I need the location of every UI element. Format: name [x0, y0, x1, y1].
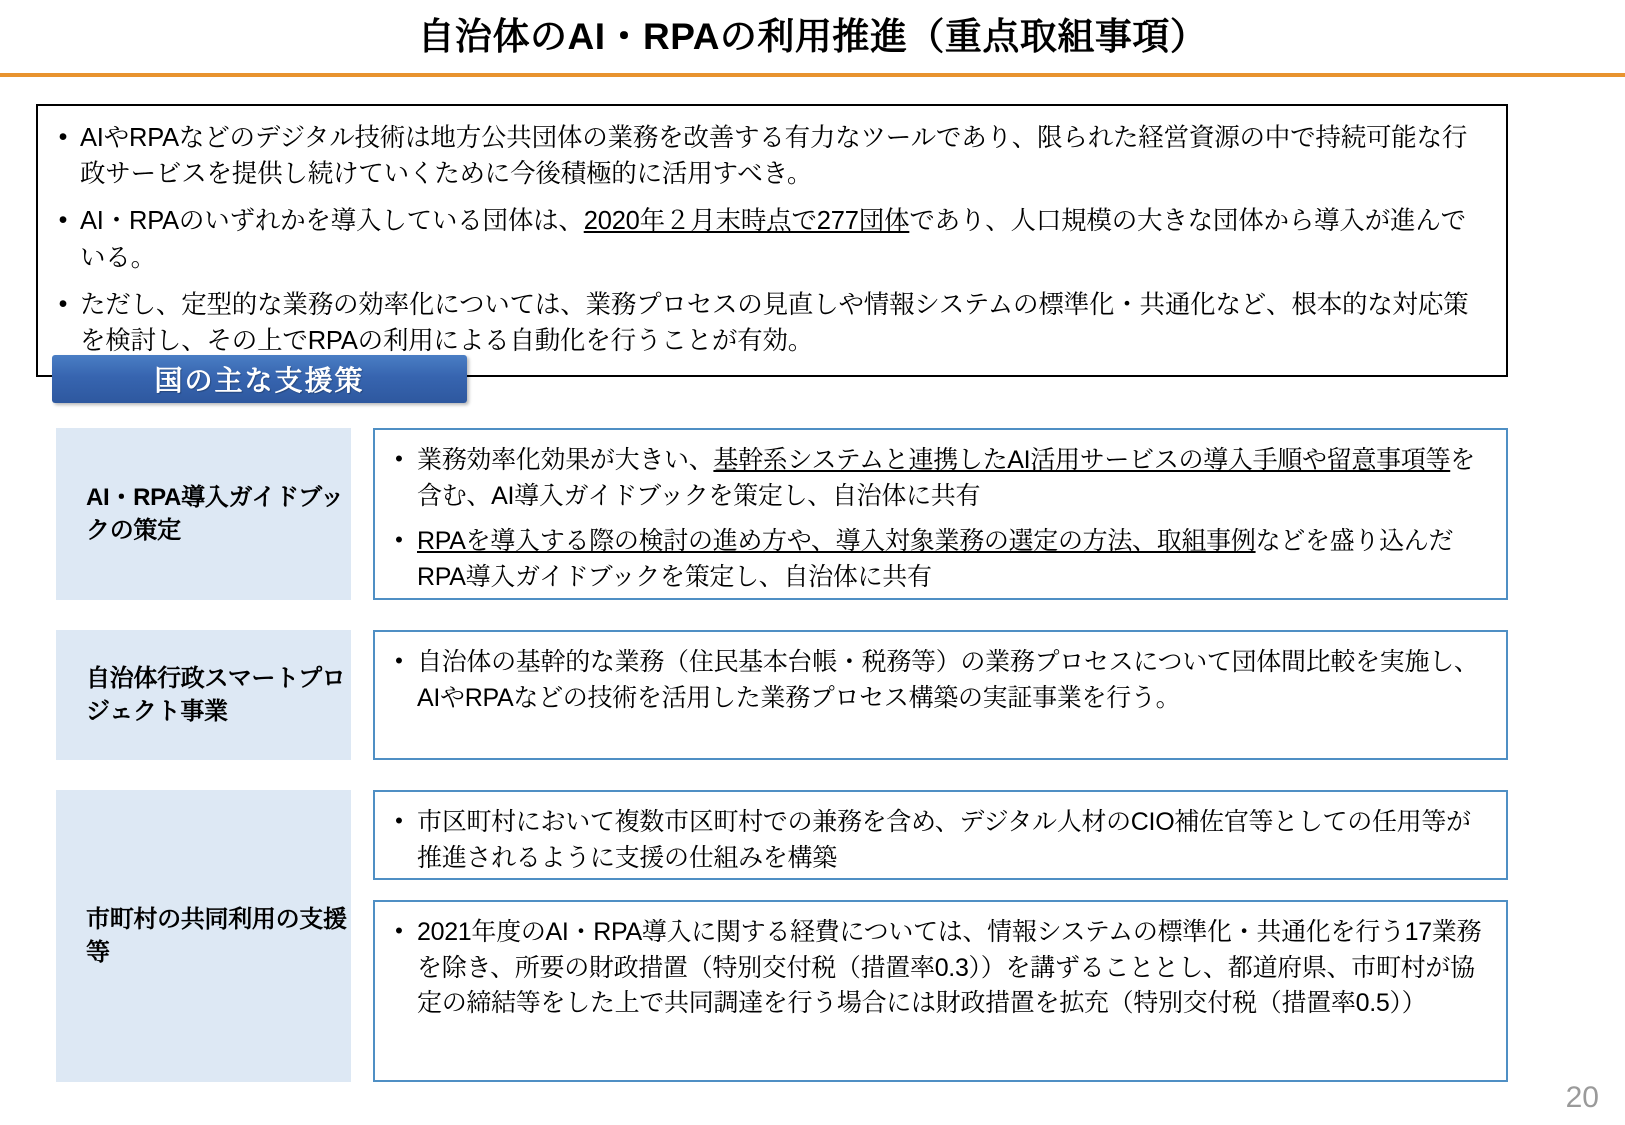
summary-bullet-3: [46, 287, 1488, 359]
content-bullet-text: [417, 524, 1492, 595]
text-plain-tail: を含む、AI導入ガイドブックを策定し、自治体に共有: [417, 446, 1475, 510]
content-bullet: [381, 645, 1492, 716]
text-plain: ただし、定型的な業務の効率化については、業務プロセスの見直しや情報システムの標準化・共通化など、根本的な対応策を検討し、その上でRPAの利用による自動化を行うことが有効。: [80, 290, 1469, 356]
content-bullet-text: [417, 915, 1492, 1022]
content-box: [373, 630, 1508, 760]
text-underlined: 基幹系システムと連携したAI活用サービスの導入手順や留意事項等: [713, 446, 1451, 474]
section-label-text: 自治体行政スマートプロジェクト事業: [86, 664, 346, 725]
text-plain: AI・RPAのいずれかを導入している団体は、: [80, 207, 584, 236]
content-bullet-text: [417, 805, 1492, 876]
content-box: [373, 900, 1508, 1082]
page-number: 20: [1565, 1081, 1599, 1114]
section-label-cell: [56, 630, 351, 760]
section-label-text: 市町村の共同利用の支援等: [86, 905, 347, 966]
text-plain: 市区町村において複数市区町村での兼務を含め、デジタル人材のCIO補佐官等としての任用等が推進されるように支援の仕組みを構築: [417, 808, 1471, 872]
summary-bullet-1-text: [80, 120, 1488, 192]
slide-header: [0, 0, 1625, 77]
section-body: [373, 428, 1508, 600]
summary-bullet-1: [46, 120, 1488, 192]
support-section: [56, 790, 1508, 1082]
content-bullet: [381, 443, 1492, 514]
section-banner-label: 国の主な支援策: [154, 365, 365, 396]
summary-box: [36, 104, 1508, 377]
page-title: 自治体のAI・RPAの利用推進（重点取組事項）: [417, 16, 1208, 57]
text-plain: 自治体の基幹的な業務（住民基本台帳・税務等）の業務プロセスについて団体間比較を実施し、AIやRPAなどの技術を活用した業務プロセス構築の実証事業を行う。: [417, 648, 1479, 712]
bullet-icon: •: [395, 808, 403, 833]
bullet-icon: •: [58, 123, 68, 151]
content-box: [373, 790, 1508, 880]
content-bullet: [381, 805, 1492, 876]
text-plain: AIやRPAなどのデジタル技術は地方公共団体の業務を改善する有力なツールであり、限られた経営資源の中で持続可能な行政サービスを提供し続けていくために今後積極的に活用すべき。: [80, 124, 1468, 189]
bullet-icon: •: [395, 918, 403, 943]
bullet-icon: •: [395, 527, 403, 552]
text-plain: 2021年度のAI・RPA導入に関する経費については、情報システムの標準化・共通化を行う17業務を除き、所要の財政措置（特別交付税（措置率0.3））を講ずることとし、都道府県、市町村が協定の締結等をした上で共同調達を行う場合には財政措置を拡充（特別交付税（措置率0.5））: [417, 918, 1482, 1017]
content-bullet: [381, 524, 1492, 595]
support-measures-list: [56, 428, 1508, 1082]
text-plain-tail: であり、人口規模の大きな団体から導入が進んでいる。: [80, 207, 1466, 272]
section-label-cell: [56, 428, 351, 600]
section-label-text: AI・RPA導入ガイドブックの策定: [86, 483, 344, 544]
title-accent-rule: [0, 73, 1625, 77]
content-box: [373, 428, 1508, 600]
text-plain-tail: などを盛り込んだRPA導入ガイドブックを策定し、自治体に共有: [417, 527, 1454, 591]
text-underlined: RPAを導入する際の検討の進め方や、導入対象業務の選定の方法、取組事例: [417, 527, 1256, 555]
section-body: [373, 630, 1508, 760]
section-label-cell: [56, 790, 351, 1082]
summary-bullet-2-text: [80, 203, 1488, 275]
bullet-icon: •: [395, 446, 403, 471]
bullet-icon: •: [58, 206, 68, 235]
summary-bullet-2: [46, 203, 1488, 275]
section-banner: [52, 355, 467, 403]
content-bullet: [381, 915, 1492, 1022]
section-body: [373, 790, 1508, 1082]
bullet-icon: •: [58, 289, 68, 318]
bullet-icon: •: [395, 648, 403, 673]
summary-bullet-3-text: [80, 287, 1488, 359]
support-section: [56, 630, 1508, 760]
content-bullet-text: [417, 443, 1492, 514]
content-bullet-text: [417, 645, 1492, 716]
support-section: [56, 428, 1508, 600]
text-underlined: 2020年２月末時点で277団体: [583, 207, 910, 236]
text-plain: 業務効率化効果が大きい、: [417, 446, 714, 474]
